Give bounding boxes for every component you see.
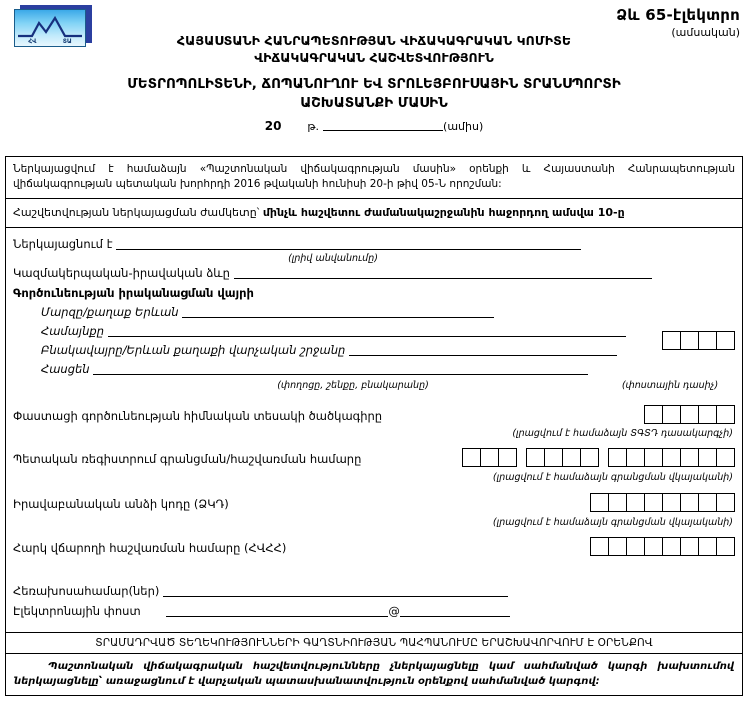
- input-address[interactable]: [93, 362, 588, 375]
- logo-face: [14, 9, 86, 47]
- logo-letters-right: ՏԱ: [62, 38, 72, 45]
- taxpayer-cell[interactable]: [626, 537, 645, 556]
- taxpayer-cell[interactable]: [662, 537, 681, 556]
- form-frequency: (ամսական): [671, 26, 740, 39]
- label-legal-entity-code: Իրավաբանական անձի կոդը (ՁԿԴ): [13, 497, 229, 511]
- input-submitted-by[interactable]: [116, 237, 581, 250]
- date-month-hint: (ամիս): [443, 120, 484, 133]
- field-phone: [13, 583, 735, 600]
- main-activity-cell[interactable]: [644, 405, 663, 424]
- legal-entity-cell[interactable]: [680, 493, 699, 512]
- state-reg-group-3[interactable]: [608, 448, 735, 467]
- postal-code-cell[interactable]: [716, 331, 735, 350]
- state-reg-group-2[interactable]: [526, 448, 599, 467]
- state-reg-cell[interactable]: [562, 448, 581, 467]
- state-reg-cell[interactable]: [526, 448, 545, 467]
- input-phone[interactable]: [163, 584, 508, 597]
- report-title-line-1: ՄԵՏՐՈՊՈԼԻՏԵՆԻ, ՃՈՊԱՆՈՒՂՈՒ ԵՎ ՏՐՈԼԵՅԲՈՒՍԱՅԻՆ ՏՐԱՆՍՊՈՐՏԻ: [127, 76, 621, 92]
- label-marz: Մարզը/քաղաք Երևան: [41, 305, 179, 319]
- postal-code-cell[interactable]: [698, 331, 717, 350]
- state-reg-cell[interactable]: [716, 448, 735, 467]
- label-main-activity: Փաստացի գործունեության հիմնական տեսակի ծածկագիրը: [13, 409, 383, 423]
- date-year-suffix: թ.: [307, 120, 320, 133]
- label-state-registration: Պետական ռեգիստրում գրանցման/հաշվառման համարը: [13, 452, 362, 466]
- field-submitted-by: [13, 236, 735, 253]
- label-taxpayer-number: Հարկ վճարողի հաշվառման համարը (ՀՎՀՀ): [13, 541, 287, 555]
- input-email-domain[interactable]: [400, 604, 510, 617]
- hint-main-activity: (լրացվում է համաձայն ՏԳՏԴ դասակարգչի): [512, 428, 733, 439]
- label-activity-place: Գործունեության իրականացման վայրի: [13, 286, 254, 300]
- field-state-registration: [13, 451, 735, 468]
- state-reg-cell[interactable]: [644, 448, 663, 467]
- input-community[interactable]: [108, 324, 626, 337]
- legal-entity-cell[interactable]: [608, 493, 627, 512]
- label-submitted-by: Ներկայացնում է: [13, 237, 113, 251]
- legal-entity-code-boxes[interactable]: [590, 493, 735, 512]
- taxpayer-cell[interactable]: [680, 537, 699, 556]
- hint-legal-entity-code: (լրացվում է համաձայն գրանցման վկայականի): [492, 517, 733, 528]
- taxpayer-cell[interactable]: [644, 537, 663, 556]
- submission-deadline: [6, 199, 742, 228]
- deadline-prefix: Հաշվետվության ներկայացման ժամկետը՝: [13, 206, 263, 219]
- field-address: [13, 361, 735, 378]
- logo-letters-left: ՀՎ: [28, 38, 37, 45]
- date-line: [0, 119, 748, 133]
- legal-entity-cell[interactable]: [590, 493, 609, 512]
- section-activity-place: [13, 285, 735, 302]
- date-year-label: 20: [264, 119, 282, 133]
- label-settlement: Բնակավայրը/Երևան քաղաքի վարչական շրջանը: [41, 343, 346, 357]
- input-legal-form[interactable]: [234, 266, 652, 279]
- label-email: Էլեկտրոնային փոստ: [13, 604, 141, 618]
- document-header: [0, 0, 748, 150]
- penalty-warning-line-2: առաջացնում է վարչական պատասխանատվություն օրենքով սահմանված կարգով:: [105, 676, 600, 687]
- hint-address: (փողոցը, շենքը, բնակարանը): [277, 380, 429, 391]
- main-activity-cell[interactable]: [698, 405, 717, 424]
- date-month-input[interactable]: [323, 119, 443, 131]
- deadline-value: մինչև հաշվետու ժամանակաշրջանին հաջորդող ամսվա 10-ը: [262, 206, 625, 219]
- form-frame: [5, 156, 743, 696]
- postal-code-boxes[interactable]: [662, 331, 735, 350]
- state-reg-cell[interactable]: [580, 448, 599, 467]
- taxpayer-number-boxes[interactable]: [590, 537, 735, 556]
- label-community: Համայնքը: [41, 324, 105, 338]
- email-at-symbol: @: [388, 604, 400, 618]
- main-activity-cell[interactable]: [680, 405, 699, 424]
- form-body: [6, 228, 742, 633]
- penalty-warning-line-1: Պաշտոնական վիճակագրական հաշվետվությունները չներկայացնելը կամ սահմանված կարգի խախտումով ներկայացնելը՝: [14, 661, 734, 687]
- hint-submitted-by: (լրիվ անվանումը): [288, 253, 378, 264]
- report-title-line-2: ԱՇԽԱՏԱՆՔԻ ՄԱՍԻՆ: [300, 95, 448, 111]
- input-settlement[interactable]: [349, 343, 617, 356]
- taxpayer-cell[interactable]: [608, 537, 627, 556]
- organization-line-1: ՀԱՅԱՍՏԱՆԻ ՀԱՆՐԱՊԵՏՈՒԹՅԱՆ ՎԻՃԱԿԱԳՐԱԿԱՆ ԿՈՄԻՏԵ: [176, 33, 572, 48]
- taxpayer-cell[interactable]: [590, 537, 609, 556]
- statistical-committee-logo: [14, 5, 92, 47]
- form-code: Ձև 65-էլեկտրո: [616, 6, 740, 24]
- confidentiality-note: ՏՐԱՄԱԴՐՎԱԾ ՏԵՂԵԿՈՒԹՅՈՒՆՆԵՐԻ ԳԱՂՏՆԻՈՒԹՅԱՆ ՊԱՀՊԱՆՈՒՄԸ ԵՐԱՇԽԱՎՈՐՎՈՒՄ Է ՕՐԵՆՔՈՎ: [6, 633, 742, 654]
- legal-entity-cell[interactable]: [662, 493, 681, 512]
- state-reg-cell[interactable]: [462, 448, 481, 467]
- state-reg-cell[interactable]: [626, 448, 645, 467]
- field-community: [13, 323, 735, 340]
- state-reg-cell[interactable]: [680, 448, 699, 467]
- field-taxpayer-number: [13, 540, 735, 557]
- field-settlement: [13, 342, 735, 359]
- legal-entity-cell[interactable]: [698, 493, 717, 512]
- field-email: [13, 603, 735, 620]
- state-reg-cell[interactable]: [662, 448, 681, 467]
- legal-basis-note: Ներկայացվում է համաձայն «Պաշտոնական վիճակագրության մասին» օրենքի և Հայաստանի Հանրապետության վիճակագրության պետական խորհրդի 2016 թվականի հունիսի 20-ի թիվ 05-Ն որոշման:: [6, 157, 742, 199]
- state-reg-cell[interactable]: [498, 448, 517, 467]
- taxpayer-cell[interactable]: [698, 537, 717, 556]
- field-marz: [13, 304, 735, 321]
- state-reg-cell[interactable]: [480, 448, 499, 467]
- field-legal-entity-code: [13, 496, 735, 513]
- state-reg-cell[interactable]: [544, 448, 563, 467]
- legal-entity-cell[interactable]: [626, 493, 645, 512]
- state-registration-boxes[interactable]: [462, 448, 735, 467]
- label-address: Հասցեն: [41, 362, 90, 376]
- postal-code-cell[interactable]: [662, 331, 681, 350]
- taxpayer-cell[interactable]: [716, 537, 735, 556]
- state-reg-cell[interactable]: [608, 448, 627, 467]
- label-legal-form: Կազմակերպական-իրավական ձևը: [13, 266, 230, 280]
- state-reg-cell[interactable]: [698, 448, 717, 467]
- postal-code-cell[interactable]: [680, 331, 699, 350]
- hint-postal-code: (փոստային դասիչ): [621, 380, 719, 391]
- input-email-user[interactable]: [166, 604, 388, 617]
- main-activity-cell[interactable]: [662, 405, 681, 424]
- state-reg-group-1[interactable]: [462, 448, 517, 467]
- form-code-block: [616, 6, 740, 39]
- field-legal-form: [13, 265, 735, 282]
- label-phone: Հեռախոսահամար(ներ): [13, 584, 160, 598]
- main-activity-boxes[interactable]: [644, 405, 735, 424]
- organization-line-2: ՎԻՃԱԿԱԳՐԱԿԱՆ ՀԱՇՎԵՏՎՈՒԹՅՈՒՆ: [254, 50, 494, 65]
- main-activity-cell[interactable]: [716, 405, 735, 424]
- legal-entity-cell[interactable]: [716, 493, 735, 512]
- input-marz[interactable]: [182, 305, 494, 318]
- penalty-warning: [6, 654, 742, 695]
- hint-state-registration: (լրացվում է համաձայն գրանցման վկայականի): [492, 472, 733, 483]
- legal-entity-cell[interactable]: [644, 493, 663, 512]
- field-main-activity: [13, 408, 735, 425]
